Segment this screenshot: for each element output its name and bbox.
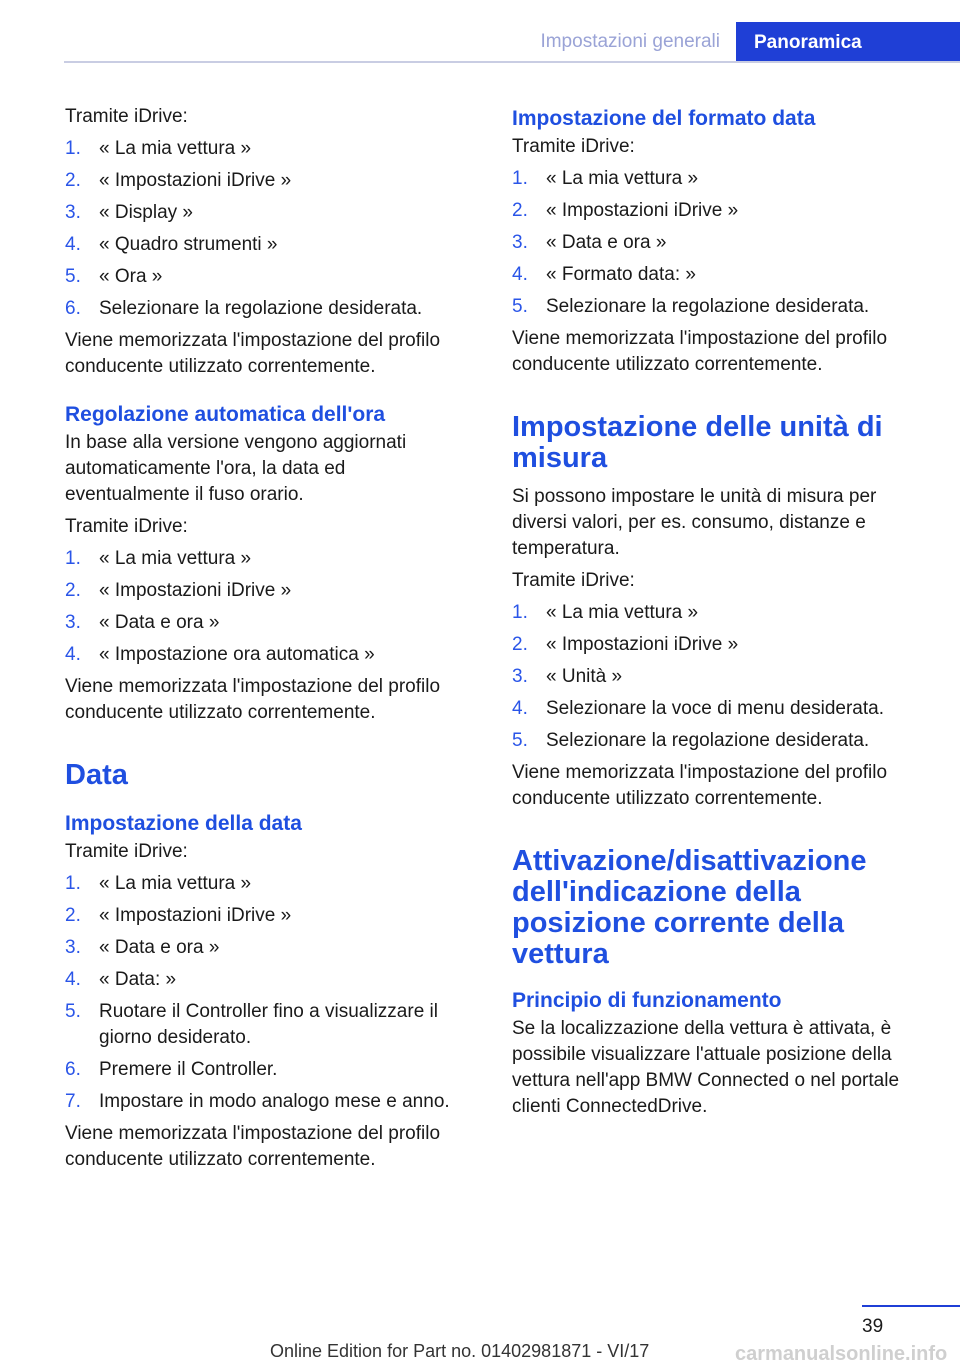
steps-list — [512, 166, 922, 320]
step-number: 6. — [65, 298, 81, 319]
step-text: Impostare in modo analogo mese e anno. — [99, 1091, 450, 1112]
step-number: 3. — [512, 666, 528, 687]
saved-note: Viene memorizzata l'impostazione del profilo conducente utilizzato correntemente. — [65, 1123, 441, 1170]
steps-list — [512, 600, 922, 754]
step-text: « La mia vettura » — [546, 168, 699, 189]
step-number: 3. — [65, 612, 81, 633]
intro-text: Tramite iDrive: — [65, 516, 188, 537]
step-number: 1. — [512, 602, 528, 623]
step-number: 3. — [65, 202, 81, 223]
step-number: 4. — [65, 969, 81, 990]
step-item — [65, 578, 475, 604]
step-item — [65, 935, 475, 961]
step-number: 2. — [512, 634, 528, 655]
step-number: 1. — [65, 138, 81, 159]
step-item — [65, 871, 475, 897]
step-text: « Data e ora » — [99, 612, 220, 633]
step-number: 3. — [512, 232, 528, 253]
steps-list — [65, 546, 475, 668]
step-number: 5. — [512, 730, 528, 751]
step-item — [512, 632, 922, 658]
left-column — [65, 104, 475, 1179]
step-text: « Impostazioni iDrive » — [546, 200, 739, 221]
step-text: « Impostazione ora automatica » — [99, 644, 375, 665]
step-text: « La mia vettura » — [99, 873, 252, 894]
header-tab-panoramica: Panoramica — [736, 22, 960, 63]
step-item — [512, 230, 922, 256]
step-item — [65, 546, 475, 572]
data-heading: Data — [65, 759, 128, 791]
step-item — [65, 136, 475, 162]
step-item — [512, 262, 922, 288]
step-text: « Impostazioni iDrive » — [546, 634, 739, 655]
step-number: 5. — [65, 1001, 81, 1022]
principle-text: Se la localizzazione della vettura è attivata, è possibile visualizzare l'attuale posizione della vettura nell'app BMW Connected o nel portale clienti ConnectedDrive. — [512, 1018, 900, 1117]
intro-text: Tramite iDrive: — [65, 841, 188, 862]
steps-list — [65, 871, 475, 1115]
intro-text: Tramite iDrive: — [512, 570, 635, 591]
step-number: 2. — [65, 170, 81, 191]
auto-time-text: In base alla versione vengono aggiornati automaticamente l'ora, la data ed eventualmente il fuso orario. — [65, 432, 407, 505]
step-text: « Data: » — [99, 969, 177, 990]
step-item — [65, 1057, 475, 1083]
step-number: 5. — [512, 296, 528, 317]
step-text: Selezionare la voce di menu desiderata. — [546, 698, 884, 719]
step-text: Selezionare la regolazione desiderata. — [546, 730, 870, 751]
step-text: « Impostazioni iDrive » — [99, 580, 292, 601]
step-item — [65, 999, 475, 1051]
auto-time-heading: Regolazione automatica dell'ora — [65, 403, 386, 426]
step-text: « Unità » — [546, 666, 623, 687]
step-text: « Ora » — [99, 266, 163, 287]
step-item — [512, 696, 922, 722]
intro-text: Tramite iDrive: — [65, 106, 188, 127]
units-heading: Impostazione delle unità di misura — [512, 411, 883, 474]
right-column — [512, 104, 922, 1126]
step-item — [512, 664, 922, 690]
step-item — [512, 600, 922, 626]
step-number: 1. — [65, 548, 81, 569]
step-number: 2. — [65, 905, 81, 926]
step-number: 6. — [65, 1059, 81, 1080]
step-text: « Data e ora » — [546, 232, 667, 253]
step-number: 3. — [65, 937, 81, 958]
saved-note: Viene memorizzata l'impostazione del profilo conducente utilizzato correntemente. — [65, 330, 441, 377]
footer-rule — [862, 1305, 960, 1307]
step-text: « Impostazioni iDrive » — [99, 905, 292, 926]
step-item — [512, 166, 922, 192]
step-number: 2. — [65, 580, 81, 601]
step-text: « La mia vettura » — [99, 138, 252, 159]
page-number: 39 — [862, 1316, 884, 1337]
step-item — [65, 232, 475, 258]
step-text: Selezionare la regolazione desiderata. — [99, 298, 423, 319]
step-number: 4. — [65, 644, 81, 665]
step-text: « La mia vettura » — [99, 548, 252, 569]
step-item — [65, 967, 475, 993]
watermark: carmanualsonline.info — [735, 1343, 948, 1365]
date-format-heading: Impostazione del formato data — [512, 107, 816, 130]
step-number: 5. — [65, 266, 81, 287]
step-item — [65, 903, 475, 929]
step-item — [65, 264, 475, 290]
step-item — [65, 200, 475, 226]
saved-note: Viene memorizzata l'impostazione del profilo conducente utilizzato correntemente. — [512, 328, 888, 375]
step-text: « Impostazioni iDrive » — [99, 170, 292, 191]
principle-heading: Principio di funzionamento — [512, 989, 782, 1012]
step-text: « Formato data: » — [546, 264, 696, 285]
step-item — [512, 728, 922, 754]
step-item — [65, 642, 475, 668]
step-text: « Quadro strumenti » — [99, 234, 278, 255]
step-text: Premere il Controller. — [99, 1059, 278, 1080]
date-subheading: Impostazione della data — [65, 812, 302, 835]
step-number: 1. — [65, 873, 81, 894]
step-number: 4. — [512, 698, 528, 719]
saved-note: Viene memorizzata l'impostazione del profilo conducente utilizzato correntemente. — [65, 676, 441, 723]
edition-text: Online Edition for Part no. 01402981871 - VI/17 — [270, 1341, 650, 1361]
step-number: 2. — [512, 200, 528, 221]
header-section-title: Impostazioni generali — [540, 31, 720, 52]
intro-text: Tramite iDrive: — [512, 136, 635, 157]
step-number: 1. — [512, 168, 528, 189]
step-item — [65, 168, 475, 194]
saved-note: Viene memorizzata l'impostazione del profilo conducente utilizzato correntemente. — [512, 762, 888, 809]
step-item — [65, 610, 475, 636]
step-item — [65, 1089, 475, 1115]
step-item — [65, 296, 475, 322]
steps-list — [65, 136, 475, 322]
position-heading: Attivazione/disattivazione dell'indicazione della posizione corrente della vettura — [512, 845, 867, 970]
step-text: « Display » — [99, 202, 193, 223]
step-text: Selezionare la regolazione desiderata. — [546, 296, 870, 317]
header-rule — [64, 61, 960, 63]
step-text: « La mia vettura » — [546, 602, 699, 623]
step-text: « Data e ora » — [99, 937, 220, 958]
step-text: Ruotare il Controller fino a visualizzare il giorno desiderato. — [99, 1001, 438, 1048]
units-text: Si possono impostare le unità di misura per diversi valori, per es. consumo, distanze e temperatura. — [512, 486, 877, 559]
step-number: 4. — [512, 264, 528, 285]
step-number: 7. — [65, 1091, 81, 1112]
step-item — [512, 198, 922, 224]
step-item — [512, 294, 922, 320]
step-number: 4. — [65, 234, 81, 255]
